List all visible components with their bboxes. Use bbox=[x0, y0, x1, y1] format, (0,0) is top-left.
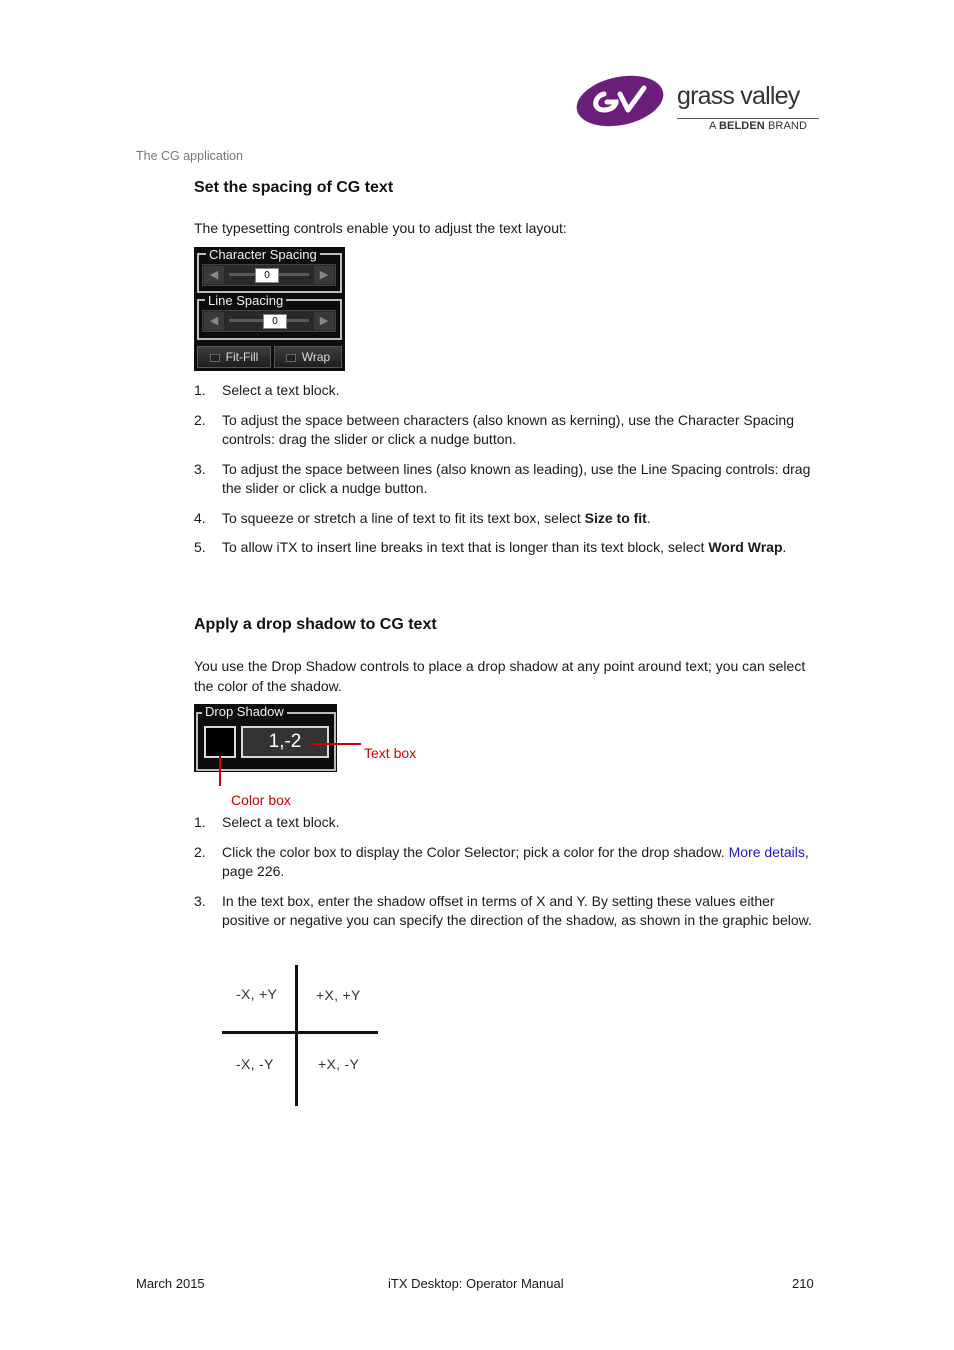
drop-shadow-title: Drop Shadow bbox=[202, 705, 287, 719]
toggle-led-icon bbox=[210, 354, 220, 362]
footer-page-number: 210 bbox=[792, 1276, 814, 1291]
shadow-direction-graphic bbox=[222, 965, 378, 1107]
drop-shadow-intro: You use the Drop Shadow controls to place a drop shadow at any point around text; you can select the color of the shadow. bbox=[194, 658, 806, 694]
list-item: 4. To squeeze or stretch a line of text to fit its text box, select Size to fit. bbox=[194, 509, 651, 526]
wrap-button[interactable]: Wrap bbox=[274, 346, 342, 368]
more-details-link[interactable]: More details bbox=[728, 843, 805, 860]
nudge-right-icon[interactable]: ▶ bbox=[314, 312, 334, 330]
list-item: 3. In the text box, enter the shadow offset in terms of X and Y. By setting these values either positive or negative you can specify the direction of the shadow, as shown in the graphic below. bbox=[194, 892, 812, 928]
horizontal-axis bbox=[222, 1031, 378, 1034]
quadrant-top-right: +X, +Y bbox=[316, 987, 361, 1003]
quadrant-top-left: -X, +Y bbox=[236, 986, 278, 1002]
drop-shadow-panel bbox=[194, 704, 337, 772]
quadrant-bottom-left: -X, -Y bbox=[236, 1056, 274, 1072]
shadow-offset-input[interactable]: 1,-2 bbox=[241, 726, 329, 758]
spacing-intro: The typesetting controls enable you to adjust the text layout: bbox=[194, 220, 567, 236]
character-spacing-title: Character Spacing bbox=[206, 248, 320, 262]
grass-valley-logo bbox=[574, 72, 820, 134]
brand-tagline: A BELDEN BRAND bbox=[709, 120, 807, 132]
list-item: 1. Select a text block. bbox=[194, 814, 340, 830]
running-head: The CG application bbox=[136, 149, 244, 163]
slider-thumb[interactable]: 0 bbox=[263, 314, 287, 329]
list-item: 2. Click the color box to display the Color Selector; pick a color for the drop shadow. More details, page 226. bbox=[194, 843, 809, 879]
text-box-callout-line bbox=[312, 743, 361, 745]
grass-valley-logo-icon bbox=[574, 72, 674, 128]
brand-divider bbox=[677, 118, 819, 119]
list-item: 1. Select a text block. bbox=[194, 382, 340, 398]
vertical-axis bbox=[295, 965, 298, 1106]
footer-title: iTX Desktop: Operator Manual bbox=[388, 1276, 564, 1291]
slider-thumb[interactable]: 0 bbox=[255, 268, 279, 283]
character-spacing-slider[interactable] bbox=[202, 264, 336, 286]
nudge-left-icon[interactable]: ◀ bbox=[204, 312, 224, 330]
typesetting-panel bbox=[194, 247, 345, 371]
footer-date: March 2015 bbox=[136, 1276, 205, 1291]
quadrant-bottom-right: +X, -Y bbox=[318, 1056, 360, 1072]
line-spacing-title: Line Spacing bbox=[205, 294, 286, 308]
list-item: 5. To allow iTX to insert line breaks in text that is longer than its text block, select Word Wrap. bbox=[194, 539, 787, 555]
text-box-callout: Text box bbox=[364, 745, 417, 761]
line-spacing-slider[interactable] bbox=[202, 310, 336, 332]
color-box[interactable] bbox=[204, 726, 236, 758]
list-item: 2. To adjust the space between characters (also known as kerning), use the Character Spacing controls: drag the slider or click a nudge button. bbox=[194, 411, 794, 447]
drop-shadow-steps bbox=[194, 813, 818, 931]
section-heading-drop-shadow: Apply a drop shadow to CG text bbox=[194, 616, 437, 633]
list-item: 3. To adjust the space between lines (also known as leading), use the Line Spacing controls: drag the slider or click a nudge button. bbox=[194, 460, 811, 496]
nudge-left-icon[interactable]: ◀ bbox=[204, 266, 224, 284]
color-box-callout: Color box bbox=[231, 792, 291, 808]
toggle-led-icon bbox=[286, 354, 296, 362]
brand-name: grass valley bbox=[677, 82, 800, 110]
spacing-steps bbox=[194, 381, 818, 558]
color-box-callout-line bbox=[219, 756, 221, 786]
section-heading-spacing: Set the spacing of CG text bbox=[194, 179, 394, 196]
nudge-right-icon[interactable]: ▶ bbox=[314, 266, 334, 284]
fit-fill-button[interactable]: Fit-Fill bbox=[197, 346, 271, 368]
